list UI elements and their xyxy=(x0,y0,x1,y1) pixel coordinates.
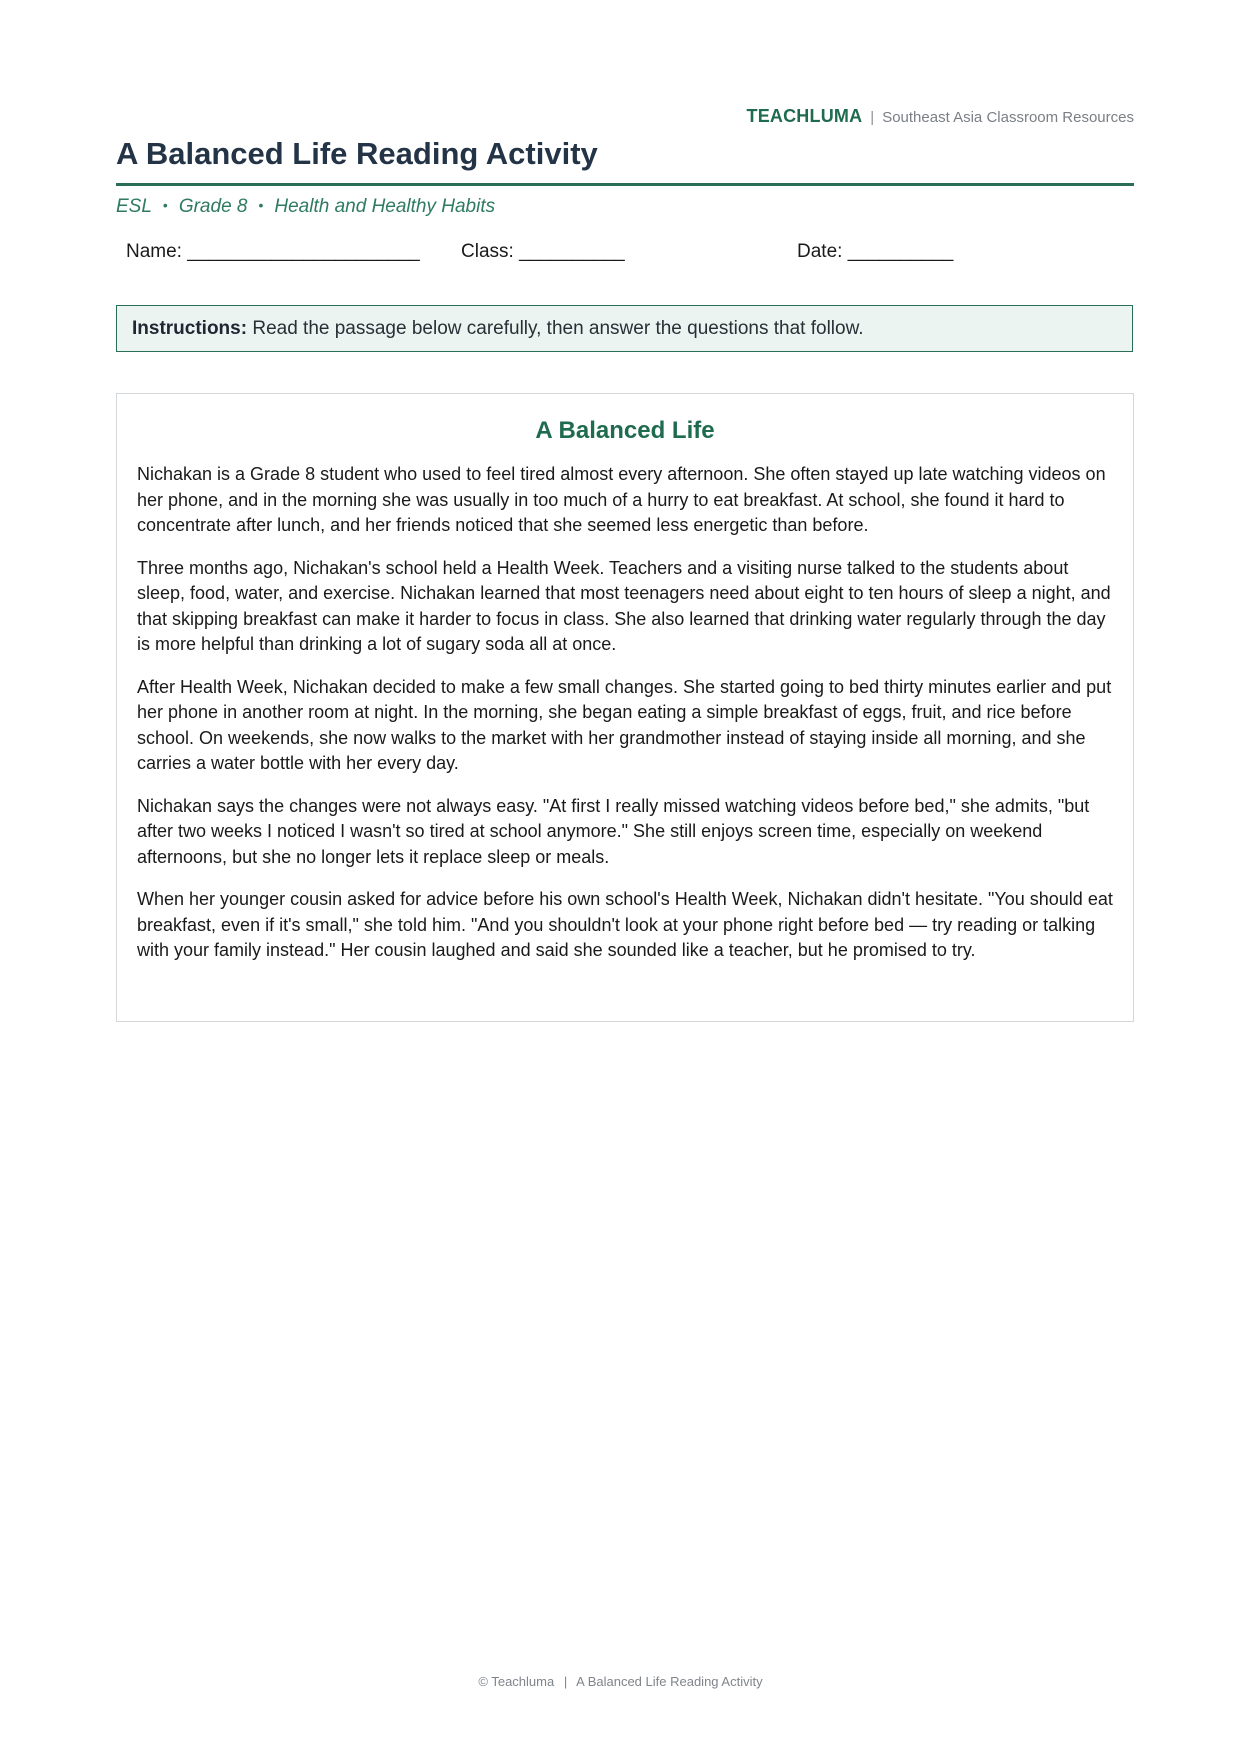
meta-separator: • xyxy=(258,197,264,213)
footer-doc-name: A Balanced Life Reading Activity xyxy=(576,1674,763,1689)
passage-paragraph: Nichakan is a Grade 8 student who used to feel tired almost every afternoon. She often stayed up late watching videos on her phone, and in the morning she was usually in too much of a hurry to eat breakfast. At school, she found it hard to concentrate after lunch, and her friends noticed that she seemed less energetic than before. xyxy=(137,464,1106,535)
passage-paragraph: After Health Week, Nichakan decided to make a few small changes. She started going to bed thirty minutes earlier and put her phone in another room at night. In the morning, she began eating a simple breakfast of eggs, fruit, and rice before school. On weekends, she now walks to the market with her grandmother instead of staying inside all morning, and she carries a water bottle with her every day. xyxy=(137,676,1112,773)
meta-topic: Health and Healthy Habits xyxy=(274,196,496,217)
passage-paragraph: Three months ago, Nichakan's school held a Health Week. Teachers and a visiting nurse talked to the students about sleep, food, water, and exercise. Nichakan learned that most teenagers need about eight to ten hours of sleep a night, and that skipping breakfast can make it harder to focus in class. She also learned that drinking water regularly through the day is more helpful than drinking a lot of sugary soda all at once. xyxy=(137,557,1111,654)
title-divider xyxy=(116,183,1134,186)
brand-tagline: Southeast Asia Classroom Resources xyxy=(882,109,1134,126)
footer-separator: | xyxy=(563,1674,568,1689)
reading-passage xyxy=(116,393,1134,1022)
meta-separator: • xyxy=(162,197,168,213)
footer-copyright: © Teachluma xyxy=(478,1674,555,1689)
instructions-box xyxy=(116,305,1133,352)
passage-paragraph: When her younger cousin asked for advice before his own school's Health Week, Nichakan didn't hesitate. "You should eat breakfast, even if it's small," she told him. "And you shouldn't look at your phone right before bed — try reading or talking with your family instead." Her cousin laughed and said she sounded like a teacher, but he promised to try. xyxy=(137,889,1113,960)
passage-paragraph: Nichakan says the changes were not always easy. "At first I really missed watching videos before bed," she admits, "but after two weeks I noticed I wasn't so tired at school anymore." She still enjoys screen time, especially on weekend afternoons, but she no longer lets it replace sleep or meals. xyxy=(137,795,1090,867)
brand-header xyxy=(747,106,1135,127)
passage-title: A Balanced Life xyxy=(535,417,715,444)
name-field: Name: ______________________ xyxy=(126,241,420,262)
instructions-text: Read the passage below carefully, then answer the questions that follow. xyxy=(252,318,864,339)
brand-name: TEACHLUMA xyxy=(746,106,863,126)
worksheet-meta xyxy=(116,196,495,218)
page-title: A Balanced Life Reading Activity xyxy=(116,136,598,171)
brand-separator: | xyxy=(870,109,875,126)
meta-grade: Grade 8 xyxy=(178,196,248,217)
page-footer xyxy=(0,1674,1241,1689)
date-field: Date: __________ xyxy=(797,241,954,262)
meta-subject: ESL xyxy=(116,196,152,217)
instructions-label: Instructions: xyxy=(132,318,248,339)
class-field: Class: __________ xyxy=(461,241,625,262)
